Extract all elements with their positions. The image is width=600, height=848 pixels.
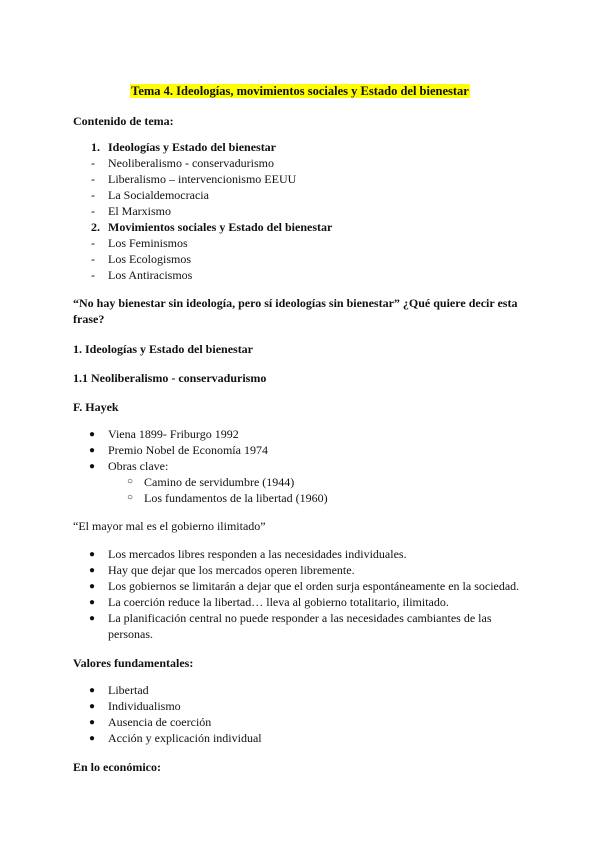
bullet-icon: ● <box>89 701 96 712</box>
list-item: Los mercados libres responden a las necesidades individuales. <box>108 547 407 561</box>
list-item: Los Antiracismos <box>108 268 193 282</box>
dash-marker: - <box>91 252 95 266</box>
list-item: La planificación central no puede responder a las necesidades cambiantes de las personas. <box>108 611 492 641</box>
bullet-icon: ● <box>89 613 96 624</box>
list-item: Individualismo <box>108 699 181 713</box>
title-line <box>0 84 600 99</box>
question-line-2: frase? <box>73 312 105 326</box>
dash-marker: - <box>91 204 95 218</box>
list-item: Ausencia de coerción <box>108 715 212 729</box>
dash-marker: - <box>91 268 95 282</box>
contents-heading: Contenido de tema: <box>73 114 174 128</box>
bullet-icon: ● <box>89 461 96 472</box>
list-item: Libertad <box>108 683 149 697</box>
dash-marker: - <box>91 236 95 250</box>
bullet-icon: ● <box>89 733 96 744</box>
bullet-icon: ● <box>89 717 96 728</box>
bullet-icon: ● <box>89 565 96 576</box>
bullet-icon: ● <box>89 549 96 560</box>
list-item: Los Feminismos <box>108 236 188 250</box>
sub-bullet-icon: ○ <box>127 492 134 503</box>
list-item: La Socialdemocracia <box>108 188 209 202</box>
section-number: 1. <box>91 140 100 154</box>
dash-marker: - <box>91 156 95 170</box>
document-title: Tema 4. Ideologías, movimientos sociales y Estado del bienestar <box>131 84 469 98</box>
section-title: Ideologías y Estado del bienestar <box>108 140 277 154</box>
bullet-icon: ● <box>89 597 96 608</box>
list-item: Los gobiernos se limitarán a dejar que el orden surja espontáneamente en la sociedad. <box>108 579 520 593</box>
section-number: 2. <box>91 220 100 234</box>
subsection-heading: 1.1 Neoliberalismo - conservadurismo <box>73 371 267 385</box>
list-item: Obras clave: <box>108 459 169 473</box>
list-item: Acción y explicación individual <box>108 731 262 745</box>
list-item: Los Ecologismos <box>108 252 191 266</box>
section-title: Movimientos sociales y Estado del bienestar <box>108 220 333 234</box>
bullet-icon: ● <box>89 429 96 440</box>
list-item: Neoliberalismo - conservadurismo <box>108 156 274 170</box>
list-item: Hay que dejar que los mercados operen libremente. <box>108 563 355 577</box>
sub-bullet-icon: ○ <box>127 476 134 487</box>
dash-marker: - <box>91 188 95 202</box>
bullet-icon: ● <box>89 445 96 456</box>
values-heading: Valores fundamentales: <box>73 656 194 670</box>
list-item: La coerción reduce la libertad… lleva al gobierno totalitario, ilimitado. <box>108 595 449 609</box>
economic-heading: En lo económico: <box>73 760 161 774</box>
list-item: Liberalismo – intervencionismo EEUU <box>108 172 297 186</box>
list-item: El Marxismo <box>108 204 171 218</box>
bullet-icon: ● <box>89 581 96 592</box>
list-item: Viena 1899- Friburgo 1992 <box>108 427 239 441</box>
author-heading: F. Hayek <box>73 400 119 414</box>
question-line-1: “No hay bienestar sin ideología, pero sí ideologías sin bienestar” ¿Qué quiere decir esta <box>73 296 518 310</box>
list-item: Premio Nobel de Economía 1974 <box>108 443 268 457</box>
section-heading: 1. Ideologías y Estado del bienestar <box>73 342 254 356</box>
list-item: Los fundamentos de la libertad (1960) <box>144 491 328 505</box>
list-item: Camino de servidumbre (1944) <box>144 475 295 489</box>
dash-marker: - <box>91 172 95 186</box>
bullet-icon: ● <box>89 685 96 696</box>
quote: “El mayor mal es el gobierno ilimitado” <box>73 519 266 533</box>
